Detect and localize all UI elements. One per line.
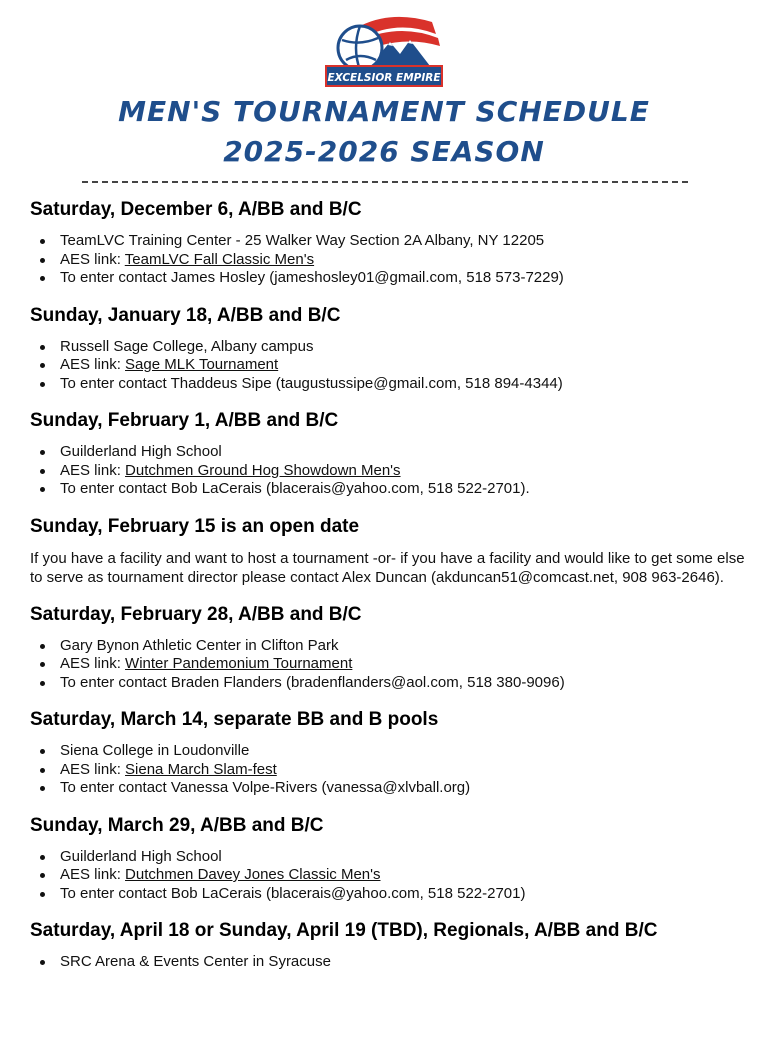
event-contact: To enter contact Bob LaCerais (blacerais@yahoo.com, 518 522-2701) <box>30 885 750 904</box>
dashed-divider <box>82 181 688 183</box>
open-date-paragraph: If you have a facility and want to host a tournament -or- if you have a facility and would like to get some else to serve as tournament director please contact Alex Duncan (akduncan51@comcast.net, 908 963-2646). <box>30 549 745 586</box>
event-location: Guilderland High School <box>30 848 750 867</box>
event-contact: To enter contact Thaddeus Sipe (taugustussipe@gmail.com, 518 894-4344) <box>30 375 750 394</box>
aes-link[interactable]: Siena March Slam-fest <box>125 760 277 778</box>
open-date-section <box>30 515 750 587</box>
link-prefix: AES link: <box>60 655 126 672</box>
event-heading: Saturday, December 6, A/BB and B/C <box>30 199 362 220</box>
schedule-content <box>30 198 750 988</box>
link-prefix: AES link: <box>60 760 126 778</box>
event-contact: To enter contact James Hosley (jameshosley01@gmail.com, 518 573-7229) <box>30 269 750 288</box>
event-link-item <box>30 356 750 375</box>
event-heading: Sunday, January 18, A/BB and B/C <box>30 304 341 326</box>
event-heading: Sunday, February 15 is an open date <box>30 515 360 537</box>
aes-link[interactable]: TeamLVC Fall Classic Men's <box>124 250 315 268</box>
event-location: Guilderland High School <box>30 443 750 462</box>
event-heading: Saturday, March 14, separate BB and B pools <box>30 709 439 730</box>
link-prefix: AES link: <box>60 356 126 373</box>
event-details <box>30 443 750 499</box>
event-heading: Saturday, April 18 or Sunday, April 19 (TBD), Regionals, A/BB and B/C <box>30 920 658 941</box>
logo-text: EXCELSIOR EMPIRE <box>327 72 441 84</box>
link-prefix: AES link: <box>60 461 126 479</box>
excelsior-empire-logo <box>322 12 446 92</box>
aes-link[interactable]: Dutchmen Davey Jones Classic Men's <box>125 866 381 883</box>
event-link-item <box>30 655 750 674</box>
event-location: Siena College in Loudonville <box>30 742 750 761</box>
event-section <box>30 814 750 904</box>
event-heading: Sunday, March 29, A/BB and B/C <box>30 814 324 836</box>
event-contact: To enter contact Bob LaCerais (blacerais@yahoo.com, 518 522-2701). <box>30 480 750 499</box>
event-section <box>30 409 750 499</box>
aes-link[interactable]: Winter Pandemonium Tournament <box>125 655 353 672</box>
event-details <box>30 953 750 972</box>
link-prefix: AES link: <box>60 250 125 268</box>
event-details <box>30 232 750 288</box>
logo-graphic <box>322 12 446 92</box>
aes-link[interactable]: Sage MLK Tournament <box>125 356 279 373</box>
event-link-item <box>30 251 750 270</box>
page-title: MEN'S TOURNAMENT SCHEDULE <box>118 95 650 128</box>
event-details <box>30 848 750 904</box>
link-prefix: AES link: <box>60 866 126 883</box>
event-section <box>30 198 750 288</box>
event-contact: To enter contact Braden Flanders (bradenflanders@aol.com, 518 380-9096) <box>30 674 750 693</box>
page-subtitle: 2025-2026 SEASON <box>223 135 545 168</box>
event-section <box>30 304 750 394</box>
event-link-item <box>30 866 750 885</box>
event-details <box>30 338 750 394</box>
event-section <box>30 603 750 693</box>
event-contact: To enter contact Vanessa Volpe-Rivers (vanessa@xlvball.org) <box>30 779 750 798</box>
event-heading: Saturday, February 28, A/BB and B/C <box>30 603 362 625</box>
event-location: SRC Arena & Events Center in Syracuse <box>30 953 750 972</box>
event-heading: Sunday, February 1, A/BB and B/C <box>30 410 339 431</box>
event-location: Russell Sage College, Albany campus <box>30 338 750 357</box>
event-details <box>30 742 750 798</box>
event-link-item <box>30 761 750 780</box>
event-section <box>30 708 750 798</box>
event-link-item <box>30 462 750 481</box>
aes-link[interactable]: Dutchmen Ground Hog Showdown Men's <box>125 461 401 479</box>
event-location: TeamLVC Training Center - 25 Walker Way Section 2A Albany, NY 12205 <box>30 232 750 251</box>
event-section <box>30 919 750 972</box>
event-location: Gary Bynon Athletic Center in Clifton Park <box>30 637 750 656</box>
event-details <box>30 637 750 693</box>
